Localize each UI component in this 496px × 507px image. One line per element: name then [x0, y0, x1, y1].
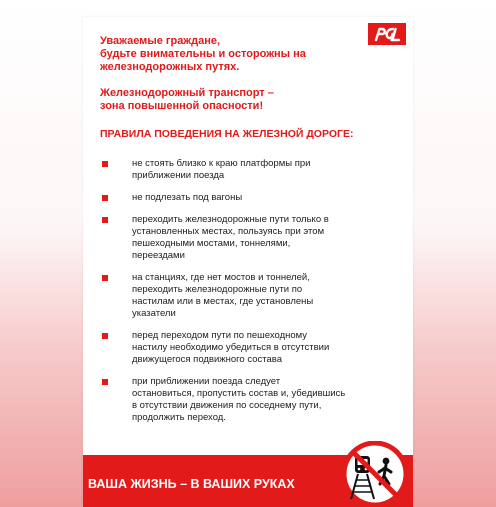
rule-text: [132, 376, 390, 424]
rzd-logo-icon: [368, 23, 406, 45]
rules-list: [100, 158, 390, 424]
bullet-square-icon: [102, 275, 108, 281]
rule-line: установленных местах, пользуясь при этом: [132, 226, 325, 237]
rule-item: [100, 272, 390, 320]
bullet-square-icon: [102, 161, 108, 167]
bullet-square-icon: [102, 379, 108, 385]
safety-poster: [83, 17, 413, 507]
rules-title: ПРАВИЛА ПОВЕДЕНИЯ НА ЖЕЛЕЗНОЙ ДОРОГЕ:: [100, 128, 354, 140]
rule-line: настилу необходимо убедиться в отсутствии: [132, 342, 330, 353]
danger-zone-warning: [100, 87, 400, 113]
rule-line: указатели: [132, 308, 176, 319]
rule-line: продолжить переход.: [132, 412, 226, 423]
bullet-square-icon: [102, 333, 108, 339]
danger-zone-line: Железнодорожный транспорт –: [100, 87, 274, 99]
rule-line: при приближении поезда следует: [132, 376, 281, 387]
rule-item: [100, 192, 390, 204]
rule-text: [132, 192, 390, 204]
rule-text: [132, 158, 390, 182]
rule-item: [100, 376, 390, 424]
rule-line: пешеходными мостами, тоннелями,: [132, 238, 291, 249]
rule-line: на станциях, где нет мостов и тоннелей,: [132, 272, 310, 283]
headline-line: будьте внимательны и осторожны на: [100, 48, 306, 60]
rule-line: остановиться, пропустить состав и, убедившись: [132, 388, 346, 399]
rule-text: [132, 272, 390, 320]
rule-line: не подлезать под вагоны: [132, 192, 243, 203]
headline-line: Уважаемые граждане,: [100, 35, 221, 47]
rule-text: [132, 214, 390, 262]
rule-line: движущегося подвижного состава: [132, 354, 282, 365]
headline: [100, 35, 368, 74]
rule-text: [132, 330, 390, 366]
rule-line: в отсутствии движения по соседнему пути,: [132, 400, 322, 411]
rule-item: [100, 330, 390, 366]
rule-line: приближении поезда: [132, 170, 225, 181]
rule-line: настилам или в местах, где установлены: [132, 296, 314, 307]
rule-line: переходить железнодорожные пути только в: [132, 214, 329, 225]
danger-zone-line: зона повышенной опасности!: [100, 100, 264, 112]
headline-line: железнодорожных путях.: [100, 61, 240, 73]
rule-line: перед переходом пути по пешеходному: [132, 330, 308, 341]
rule-item: [100, 214, 390, 262]
footer-slogan: ВАША ЖИЗНЬ – В ВАШИХ РУКАХ: [88, 477, 295, 491]
rule-line: не стоять близко к краю платформы при: [132, 158, 311, 169]
rule-line: переездами: [132, 250, 185, 261]
no-walking-on-tracks-sign-icon: [342, 441, 408, 507]
bullet-square-icon: [102, 217, 108, 223]
rule-line: переходить железнодорожные пути по: [132, 284, 303, 295]
bullet-square-icon: [102, 195, 108, 201]
rule-item: [100, 158, 390, 182]
